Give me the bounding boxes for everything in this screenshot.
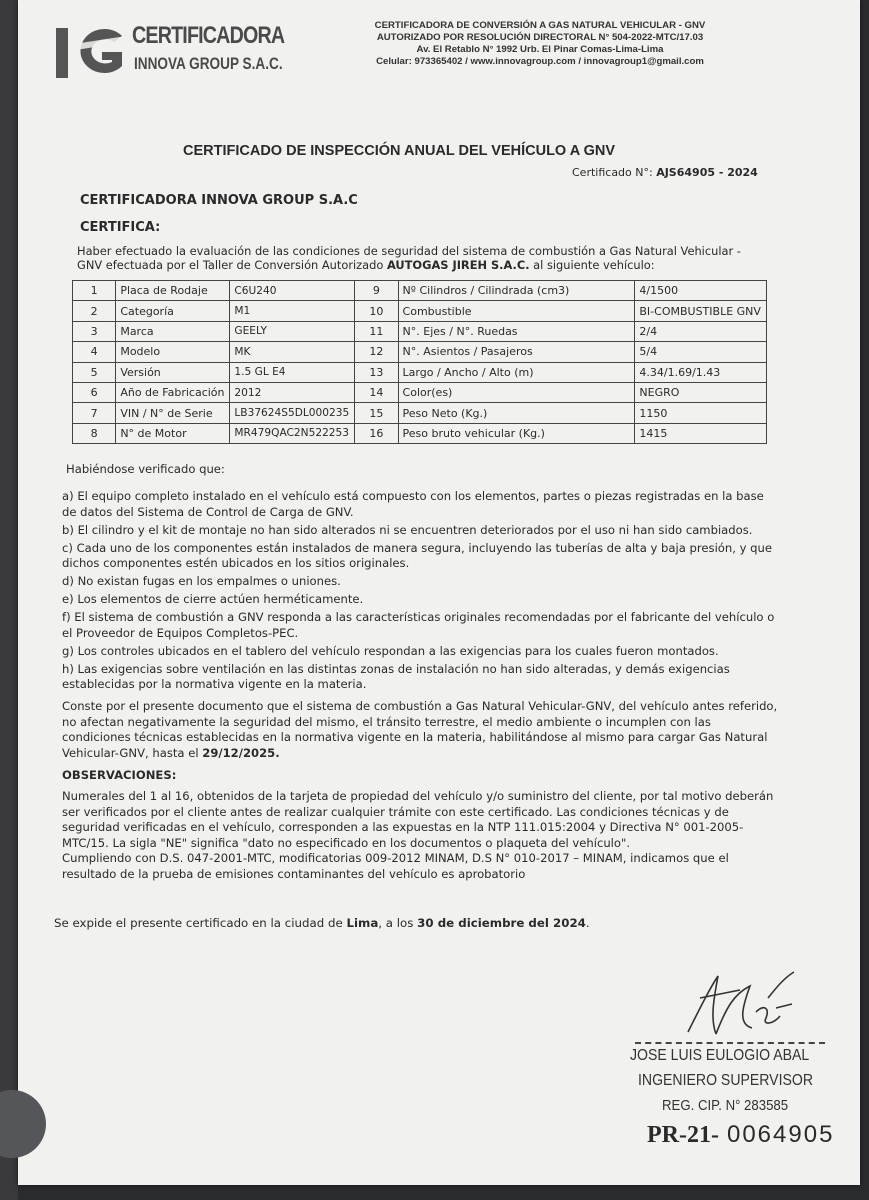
- list-item: c) Cada uno de los componentes están instalados de manera segura, incluyendo las tuberías de alta y baja presión, y que dichos componentes estén ubicados en los sitios originales.: [62, 540, 772, 571]
- field-number: 16: [355, 423, 398, 443]
- conste-text: Conste por el presente documento que el sistema de combustión a Gas Natural Vehicular-GNV, del vehículo antes referido, no afectan negativamente la seguridad del mismo, el tránsito terrestre, el medio ambiente o incumplen con las condiciones técnicas establecidas en la normativa vigente en la materia, habilitándose al mismo para cargar Gas Natural Vehicular-GNV, hasta el: [62, 699, 778, 760]
- field-number: 2: [73, 301, 116, 321]
- list-item: g) Los controles ubicados en el tablero del vehículo respondan a las exigencias para los cuales fueron montados.: [62, 643, 719, 658]
- field-number: 5: [73, 362, 116, 382]
- observaciones-text-2: Cumpliendo con D.S. 047-2001-MTC, modificatorias 009-2012 MINAM, D.S N° 010-2017 – MINAM, indicamos que el resultado de la prueba de emisiones contaminantes del vehículo es aprobatorio: [62, 851, 729, 881]
- serial-digits: 0064905: [726, 1121, 835, 1148]
- ig-logo-icon: [52, 22, 132, 80]
- verification-heading: Habiéndose verificado que:: [66, 462, 225, 476]
- logo-line2: INNOVA GROUP S.A.C.: [134, 54, 283, 73]
- table-row: [73, 301, 767, 321]
- document-title: CERTIFICADO DE INSPECCIÓN ANUAL DEL VEHÍCULO A GNV: [183, 143, 616, 159]
- signature-line: [635, 1042, 825, 1044]
- field-number: 15: [355, 403, 398, 423]
- field-label: N°. Asientos / Pasajeros: [398, 342, 635, 362]
- signer-name: JOSE LUIS EULOGIO ABAL: [630, 1047, 810, 1064]
- intro-text-1: Haber efectuado la evaluación de las condiciones de seguridad del sistema de combustión a Gas Natural Vehicular - GNV efectuada por el Taller de Conversión Autorizado: [77, 244, 741, 272]
- field-label: Color(es): [398, 382, 635, 402]
- list-item: d) No existan fugas en los empalmes o uniones.: [62, 574, 341, 589]
- table-row: [73, 321, 767, 341]
- list-item: f) El sistema de combustión a GNV responda a las características originales recomendadas por el fabricante del vehículo o el Proveedor de Equipos Completos-PEC.: [62, 610, 775, 640]
- company-logo: [52, 20, 285, 82]
- field-value: 2012: [230, 382, 355, 402]
- field-number: 11: [355, 321, 398, 341]
- field-value: 4.34/1.69/1.43: [635, 362, 767, 382]
- field-label: Versión: [116, 362, 230, 382]
- valid-until-date: 29/12/2025.: [202, 745, 280, 760]
- list-item: e) Los elementos de cierre actúen herméticamente.: [62, 592, 364, 607]
- verification-list: [62, 489, 778, 692]
- field-label: N° de Motor: [116, 423, 230, 443]
- header-line4: Celular: 973365402 / www.innovagroup.com / innovagroup1@gmail.com: [376, 56, 704, 67]
- expide-prefix: Se expide el presente certificado en la ciudad de: [54, 916, 347, 930]
- header-line2: AUTORIZADO POR RESOLUCIÓN DIRECTORAL N° 504-2022-MTC/17.03: [376, 32, 704, 43]
- field-number: 8: [73, 423, 116, 443]
- field-label: Modelo: [116, 342, 230, 362]
- expide-city: Lima: [346, 916, 379, 930]
- field-label: Año de Fabricación: [116, 382, 230, 402]
- expide-date: 30 de diciembre del 2024: [417, 916, 586, 930]
- cert-number-value: AJS64905 - 2024: [656, 166, 758, 179]
- table-row: [73, 342, 767, 362]
- table-row: [73, 403, 767, 423]
- handwritten-signature: [680, 968, 800, 1038]
- field-value: 1150: [635, 403, 767, 423]
- table-row: [73, 362, 767, 382]
- list-item: a) El equipo completo instalado en el vehículo está compuesto con los elementos, partes o piezas registradas en la base de datos del Sistema de Control de Carga de GNV.: [62, 489, 764, 519]
- field-number: 13: [355, 362, 398, 382]
- field-number: 14: [355, 382, 398, 402]
- field-label: Nº Cilindros / Cilindrada (cm3): [398, 281, 635, 301]
- field-label: Largo / Ancho / Alto (m): [398, 362, 635, 382]
- field-value: NEGRO: [635, 382, 767, 402]
- field-value: LB37624S5DL000235: [230, 403, 355, 423]
- field-number: 9: [355, 281, 398, 301]
- field-value: 1.5 GL E4: [230, 362, 355, 382]
- issue-statement: [54, 916, 590, 930]
- logo-line1: CERTIFICADORA: [132, 22, 285, 49]
- intro-paragraph: [77, 244, 767, 272]
- cert-number-label: Certificado N°:: [572, 166, 653, 179]
- expide-suffix: .: [585, 916, 590, 930]
- field-number: 12: [355, 342, 398, 362]
- field-number: 7: [73, 403, 116, 423]
- observaciones-text-1: Numerales del 1 al 16, obtenidos de la tarjeta de propiedad del vehículo y/o suministro del cliente, por tal motivo deberán ser verificados por el cliente antes de realizar cualquier trámite con este certificado. Las condiciones técnicas y de seguridad verificadas en el vehículo, corresponden a las expuestas en la NTP 111.015:2004 y Directiva N° 001-2005-MTC/15. La sigla "NE" significa "dato no especificado en los documentos o plaqueta del vehículo".: [62, 789, 774, 850]
- conste-paragraph: [62, 699, 778, 761]
- field-value: MR479QAC2N522253: [230, 423, 355, 443]
- field-value: M1: [230, 301, 355, 321]
- header-line1: CERTIFICADORA DE CONVERSIÓN A GAS NATURAL VEHICULAR - GNV: [374, 20, 706, 31]
- field-number: 6: [73, 382, 116, 402]
- background-edge: [0, 0, 18, 1200]
- list-item: b) El cilindro y el kit de montaje no han sido alterados ni se encuentren deteriorados por el uso ni han sido cambiados.: [62, 522, 753, 537]
- certificate-number: [572, 166, 758, 179]
- serial-number: [647, 1121, 834, 1149]
- verification-section: [62, 462, 778, 882]
- field-number: 10: [355, 301, 398, 321]
- header-line3: Av. El Retablo N° 1992 Urb. El Pinar Comas-Lima-Lima: [416, 44, 664, 55]
- signer-role: INGENIERO SUPERVISOR: [638, 1072, 813, 1089]
- observaciones-heading: OBSERVACIONES:: [62, 768, 177, 783]
- field-label: VIN / N° de Serie: [116, 403, 230, 423]
- company-name: CERTIFICADORA INNOVA GROUP S.A.C: [80, 193, 358, 208]
- table-row: [73, 382, 767, 402]
- signer-registration: REG. CIP. N° 283585: [662, 1097, 789, 1114]
- taller-name: AUTOGAS JIREH S.A.C.: [386, 258, 530, 272]
- intro-text-2: al siguiente vehículo:: [529, 258, 655, 272]
- field-number: 3: [73, 321, 116, 341]
- certificate-page: [18, 0, 860, 1185]
- serial-prefix: PR-21-: [647, 1122, 719, 1148]
- field-value: 4/1500: [635, 281, 767, 301]
- field-label: Categoría: [116, 301, 230, 321]
- field-label: Placa de Rodaje: [116, 281, 230, 301]
- field-value: 2/4: [635, 321, 767, 341]
- field-value: BI-COMBUSTIBLE GNV: [635, 301, 767, 321]
- field-value: C6U240: [230, 281, 355, 301]
- field-label: Combustible: [398, 301, 635, 321]
- field-label: Marca: [116, 321, 230, 341]
- list-item: h) Las exigencias sobre ventilación en las distintas zonas de instalación no han sido alteradas, y demás exigencias establecidas por la normativa vigente en la materia.: [62, 661, 730, 692]
- field-value: 5/4: [635, 342, 767, 362]
- field-label: Peso Neto (Kg.): [398, 403, 635, 423]
- field-value: MK: [230, 342, 355, 362]
- vehicle-data-table: [72, 280, 767, 444]
- field-label: Peso bruto vehicular (Kg.): [398, 423, 635, 443]
- field-number: 4: [73, 342, 116, 362]
- certifica-heading: CERTIFICA:: [80, 220, 161, 235]
- field-label: N°. Ejes / N°. Ruedas: [398, 321, 635, 341]
- issuer-header: [340, 20, 740, 68]
- field-value: 1415: [635, 423, 767, 443]
- field-number: 1: [73, 281, 116, 301]
- field-value: GEELY: [230, 321, 355, 341]
- table-row: [73, 423, 767, 443]
- expide-mid: , a los: [378, 916, 418, 930]
- table-row: [73, 281, 767, 301]
